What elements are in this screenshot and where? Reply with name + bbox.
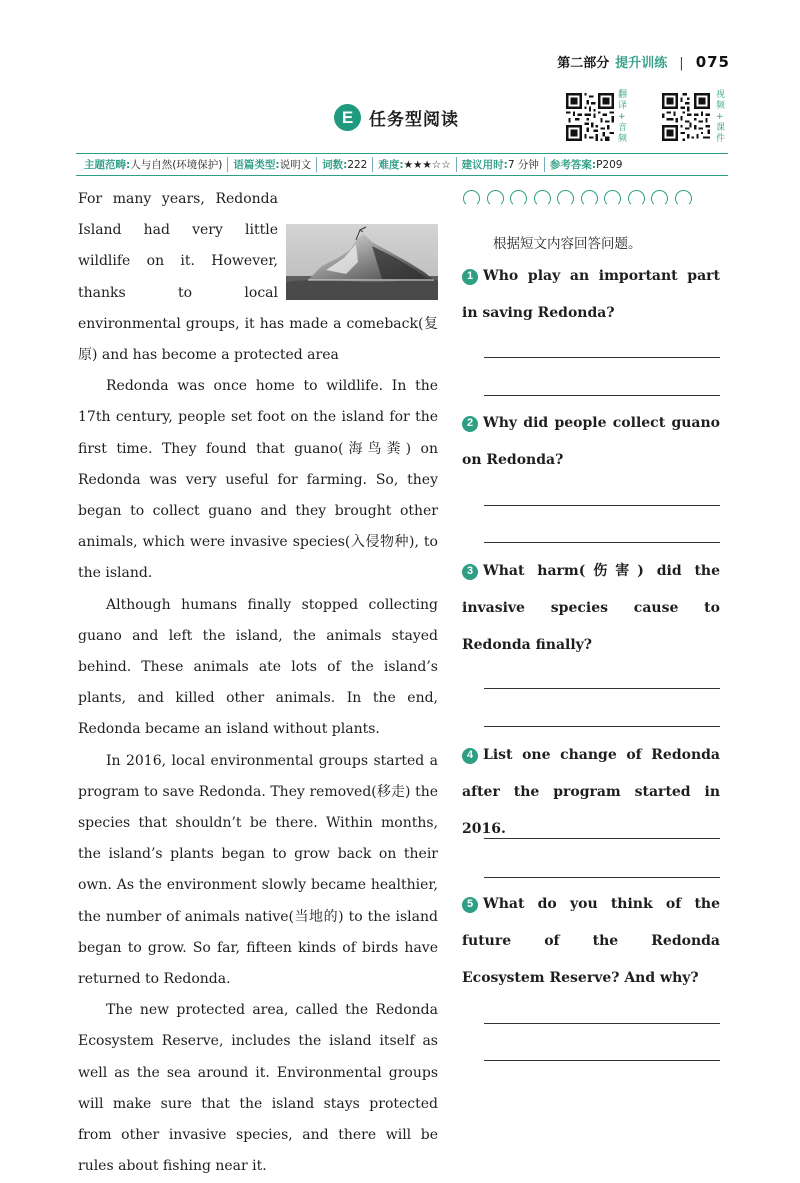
- answer-line[interactable]: [484, 1023, 720, 1024]
- qr-code-audio-icon[interactable]: [566, 93, 614, 141]
- ring-icon: [651, 190, 668, 207]
- ring-icon: [487, 190, 504, 207]
- ring-icon: [510, 190, 527, 207]
- part-label: 第二部分: [557, 56, 610, 71]
- training-label: 提升训练: [615, 56, 668, 71]
- ring-icon: [463, 190, 480, 207]
- question-number: 1: [462, 269, 478, 285]
- passage-paragraph: Although humans finally stopped collecting guano and left the island, the animals stayed behind. These animals ate lots of the island’s plants, and killed other animals. In the end, Redonda became an island without plants.: [78, 596, 438, 738]
- info-text-type: 语篇类型:说明文: [228, 157, 317, 172]
- ring-icon: [628, 190, 645, 207]
- answer-line[interactable]: [484, 395, 720, 396]
- question-text: List one change of Redonda after the program started in 2016.: [462, 747, 720, 837]
- passage-paragraph: In 2016, local environmental groups started a program to save Redonda. They removed(移走) the species that shouldn’t be there. Within months, the island’s plants began to grow back on their own. As the environment slowly became healthier, the number of animals native(当地的) to the island began to grow. So far, fifteen kinds of birds have returned to Redonda.: [78, 752, 438, 988]
- ring-icon: [534, 190, 551, 207]
- qr-code-video-icon[interactable]: [662, 93, 710, 141]
- ring-icon: [675, 190, 692, 207]
- answer-line[interactable]: [484, 726, 720, 727]
- answer-line[interactable]: [484, 838, 720, 839]
- question-text: What do you think of the future of the Redonda Ecosystem Reserve? And why?: [462, 896, 720, 986]
- info-word-count: 词数:222: [317, 157, 373, 172]
- question-number: 4: [462, 748, 478, 764]
- info-theme: 主题范畴:人与自然(环境保护): [76, 157, 228, 172]
- question-2: [462, 405, 720, 479]
- qr-video-label: 视 频 + 课 件: [716, 90, 726, 144]
- answer-line[interactable]: [484, 1060, 720, 1061]
- answer-line[interactable]: [484, 877, 720, 878]
- page-number: 075: [695, 53, 730, 71]
- passage-paragraph: The new protected area, called the Redonda Ecosystem Reserve, includes the island itself as well as the sea around it. Environmental groups will make sure that the island stays protected from other invasive species, and there will be rules about fishing near it.: [78, 1002, 438, 1175]
- question-text: Who play an important part in saving Redonda?: [462, 268, 720, 321]
- reading-passage: [78, 184, 438, 1183]
- info-suggested-time: 建议用时:7 分钟: [457, 157, 545, 172]
- question-number: 2: [462, 416, 478, 432]
- section-title-text: 任务型阅读: [369, 110, 459, 130]
- question-1: [462, 258, 720, 332]
- island-photo: [286, 224, 438, 300]
- question-number: 5: [462, 897, 478, 913]
- passage-paragraph: For many years, Redonda Island had very little wildlife on it. However, thanks to local environmental groups, it has made a comeback(复原) and has become a protected area: [78, 191, 438, 364]
- answer-line[interactable]: [484, 542, 720, 543]
- question-4: [462, 737, 720, 848]
- instruction-text: 根据短文内容回答问题。: [493, 236, 642, 252]
- ring-icon: [557, 190, 574, 207]
- question-text: Why did people collect guano on Redonda?: [462, 415, 720, 468]
- page-header: [557, 52, 730, 71]
- answer-line[interactable]: [484, 357, 720, 358]
- qr-audio-label: 翻 译 + 音 频: [618, 90, 628, 144]
- question-number: 3: [462, 564, 478, 580]
- info-bar: [76, 153, 728, 176]
- header-separator: |: [679, 56, 684, 71]
- ring-icon: [581, 190, 598, 207]
- answer-line[interactable]: [484, 505, 720, 506]
- ring-icon: [604, 190, 621, 207]
- section-title: [334, 104, 459, 131]
- passage-paragraph: Redonda was once home to wildlife. In the 17th century, people set foot on the island for the first time. They found that guano(海鸟粪) on Redonda was very useful for farming. So, they began to collect guano and they brought other animals, which were invasive species(入侵物种), to the island.: [78, 378, 438, 582]
- question-text: What harm(伤害) did the invasive species cause to Redonda finally?: [462, 563, 720, 653]
- question-5: [462, 886, 720, 997]
- question-3: [462, 553, 720, 664]
- section-badge: E: [334, 104, 361, 131]
- answer-line[interactable]: [484, 688, 720, 689]
- info-difficulty: 难度:★★★☆☆: [373, 157, 456, 172]
- decorative-rings: [463, 190, 692, 207]
- info-answer-ref: 参考答案:P209: [549, 159, 623, 171]
